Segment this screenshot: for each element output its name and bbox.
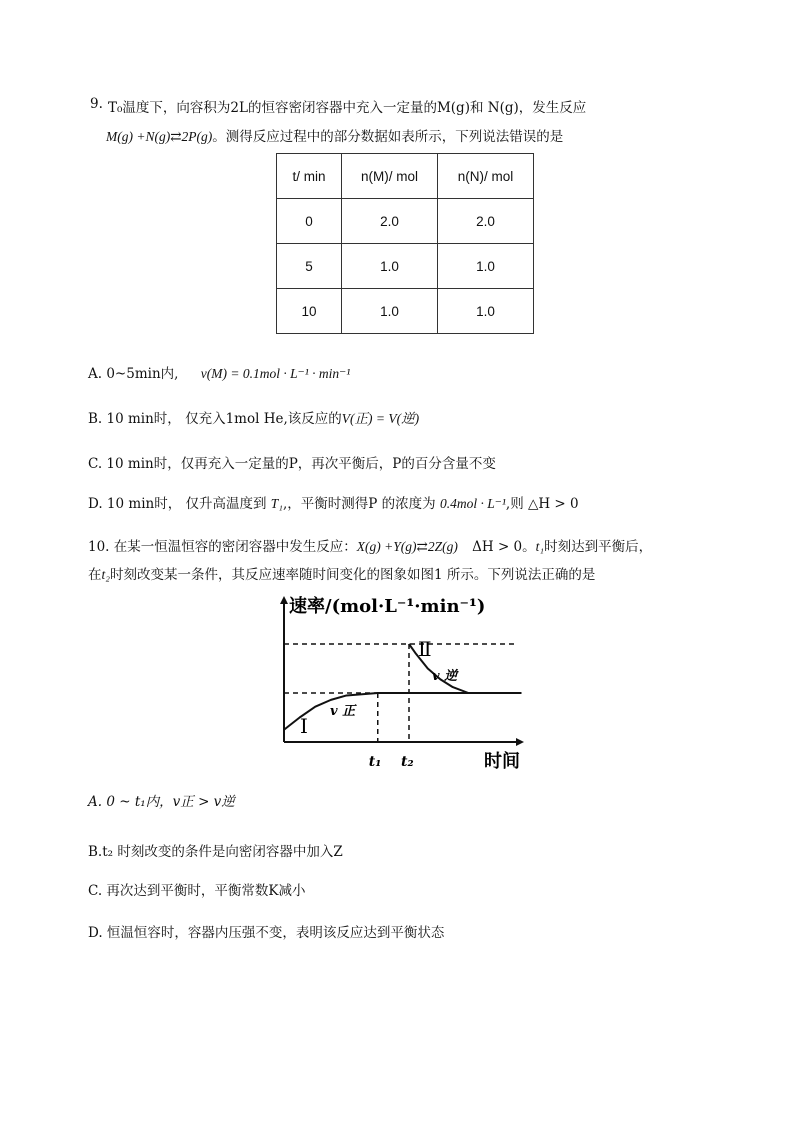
q10-stem-line1 <box>88 535 652 555</box>
q9-option-d-temp: T₁ <box>270 496 283 511</box>
q10-stem-text-a: 在某一恒温恒容的密闭容器中发生反应： <box>113 539 357 555</box>
q10-option-a: A. 0 ~ t₁内，v正 > v逆 <box>88 794 235 810</box>
table-row <box>277 289 534 334</box>
q9-option-b <box>88 407 419 427</box>
q9-equation: M(g) +N(g)⇄2P(g) <box>106 129 213 144</box>
q9-stem-line2 <box>106 125 563 145</box>
q10-option-b: B.t₂ 时刻改变的条件是向密闭容器中加入Z <box>88 844 343 860</box>
q10-enthalpy: ΔH > 0。 <box>472 539 536 555</box>
table-cell: 0 <box>277 199 342 244</box>
q9-option-d-text: D. 10 min时， 仅升高温度到 <box>88 496 267 512</box>
q9-option-b-formula: V(正) = V(逆) <box>341 411 420 426</box>
q10-stem-text-c: 在 <box>88 567 102 583</box>
series-line-forward <box>284 693 472 730</box>
q10-option-c: C. 再次达到平衡时，平衡常数K减小 <box>88 883 306 899</box>
q10-t1: t₁ <box>535 539 545 554</box>
table-cell: 10 <box>277 289 342 334</box>
table-cell: 1.0 <box>438 244 534 289</box>
q9-option-d-text2: ,，平衡时测得P 的浓度为 <box>283 496 436 512</box>
v-forward-label: v 正 <box>330 704 356 719</box>
q10-stem-text-d: 时刻改变某一条件，其反应速率随时间变化的图象如图1 所示。下列说法正确的是 <box>109 567 596 583</box>
table-cell: 2.0 <box>342 199 438 244</box>
q9-stem-text: 。测得反应过程中的部分数据如表所示，下列说法错误的是 <box>212 129 564 145</box>
region-label-II: Ⅱ <box>418 637 432 661</box>
q10-stem-line2 <box>88 563 595 583</box>
x-tick-label: t₁ <box>368 754 382 770</box>
table-header-row <box>277 154 534 199</box>
q9-option-c: C. 10 min时，仅再充入一定量的P，再次平衡后，P的百分含量不变 <box>88 456 496 472</box>
x-axis-label: 时间 <box>484 751 520 772</box>
q9-stem-line1: T₀温度下，向容积为2L的恒容密闭容器中充入一定量的M(g)和 N(g)，发生反应 <box>108 100 587 116</box>
table-row <box>277 199 534 244</box>
q9-option-b-text: B. 10 min时， 仅充入1mol He,该反应的 <box>88 411 342 427</box>
table-cell: 1.0 <box>342 244 438 289</box>
x-tick-label: t₂ <box>401 754 414 770</box>
q10-t2: t₂ <box>101 567 110 582</box>
q10-option-d: D. 恒温恒容时，容器内压强不变，表明该反应达到平衡状态 <box>88 925 445 941</box>
q9-number: 9. <box>90 96 103 112</box>
table-header-cell: n(M)/ mol <box>342 154 438 199</box>
series-line-reverse <box>409 644 522 693</box>
q9-option-a <box>88 362 350 382</box>
q9-option-a-formula: v(M) = 0.1mol · L⁻¹ · min⁻¹ <box>200 366 351 381</box>
table-row <box>277 244 534 289</box>
q10-equation: X(g) +Y(g)⇄2Z(g) <box>356 539 458 554</box>
v-reverse-label: v 逆 <box>432 669 458 684</box>
q9-option-a-label: A. 0~5min内, <box>88 366 179 382</box>
table-header-cell: t/ min <box>277 154 342 199</box>
q10-stem-text-b: 时刻达到平衡后， <box>544 539 653 555</box>
q9-option-d-formula: 0.4mol · L⁻¹ <box>439 496 506 511</box>
table-cell: 2.0 <box>438 199 534 244</box>
q9-option-d-text3: ,则 △H > 0 <box>505 496 579 512</box>
q10-number: 10. <box>88 539 110 555</box>
q9-data-table <box>276 153 534 334</box>
table-cell: 1.0 <box>438 289 534 334</box>
q9-option-d <box>88 492 579 512</box>
table-header-cell: n(N)/ mol <box>438 154 534 199</box>
y-axis-label: 速率/(mol·L⁻¹·min⁻¹) <box>289 596 486 617</box>
table-cell: 5 <box>277 244 342 289</box>
region-label-I: Ⅰ <box>300 714 308 738</box>
table-cell: 1.0 <box>342 289 438 334</box>
